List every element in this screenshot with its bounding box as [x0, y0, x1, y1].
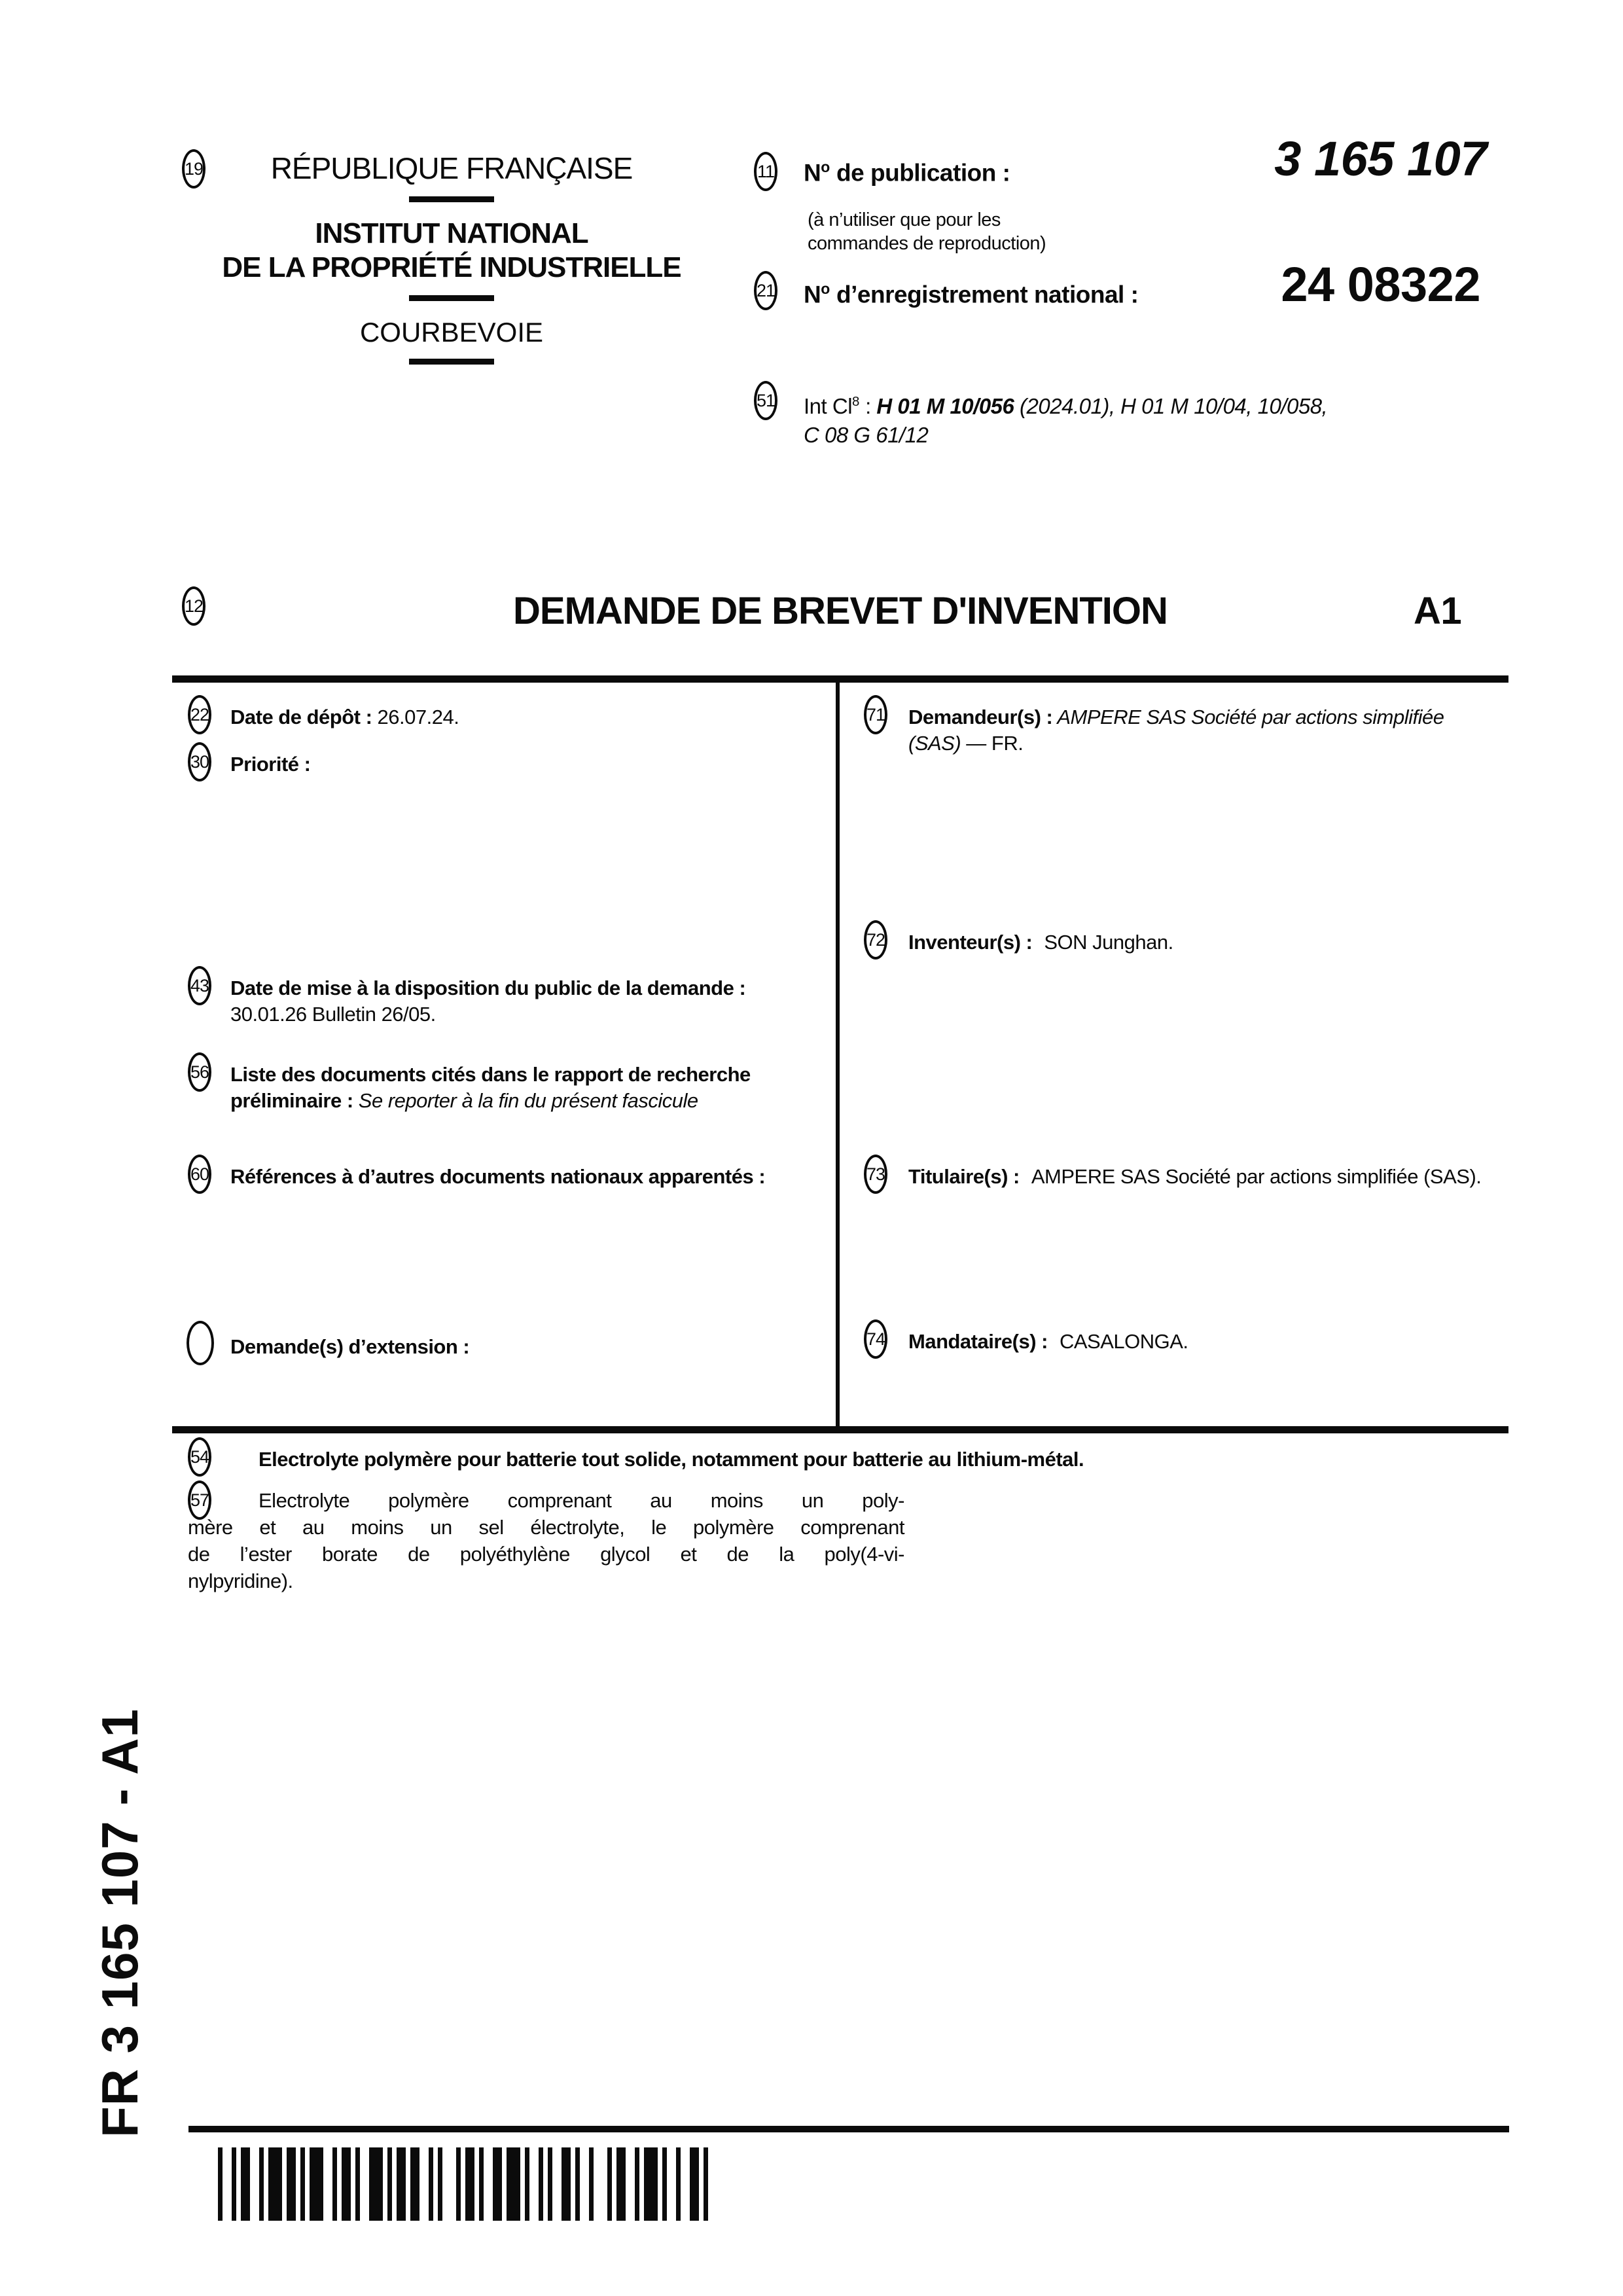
note-line1: (à n’utiliser que pour les — [808, 209, 1001, 230]
inid-circle-12: 12 — [182, 586, 205, 626]
barcode-bar — [456, 2147, 461, 2221]
barcode-space — [383, 2147, 387, 2221]
barcode-space — [529, 2147, 539, 2221]
kind-code: A1 — [1414, 590, 1462, 632]
inid-circle-30: 30 — [188, 742, 211, 781]
agent-row — [908, 1329, 1484, 1355]
barcode-space — [442, 2147, 456, 2221]
barcode-space — [626, 2147, 635, 2221]
intcl-sup: 8 — [852, 394, 860, 409]
barcode-bar — [575, 2147, 580, 2221]
barcode-bar — [525, 2147, 529, 2221]
barcode-bar — [287, 2147, 296, 2221]
barcode-bar — [465, 2147, 474, 2221]
barcode-bar — [607, 2147, 612, 2221]
barcode-space — [360, 2147, 369, 2221]
barcode-bar — [300, 2147, 305, 2221]
extension-label: Demande(s) d’extension : — [230, 1335, 470, 1358]
institute-line2: DE LA PROPRIÉTÉ INDUSTRIELLE — [222, 251, 681, 283]
inid-circle-54: 54 — [188, 1437, 211, 1477]
barcode-space — [552, 2147, 562, 2221]
barcode-space — [223, 2147, 232, 2221]
priority-label: Priorité : — [230, 753, 311, 776]
barcode-space — [667, 2147, 676, 2221]
related-documents-label: Références à d’autres documents nationaux apparentés : — [230, 1165, 766, 1188]
applicant-label: Demandeur(s) : — [908, 706, 1053, 728]
barcode-space — [264, 2147, 268, 2221]
abstract-text: Electrolyte polymère comprenant au moins un poly- mère et au moins un sel électrolyte, le polymère comprenant de l’ester borate de polyéthylène glycol et de la poly(4-vi- nylpyridine). — [188, 1489, 904, 1592]
barcode-bar — [387, 2147, 392, 2221]
cited-documents-value: Se reporter à la fin du présent fascicule — [353, 1089, 698, 1112]
public-availability-label: Date de mise à la disposition du public de la demande : — [230, 977, 746, 999]
table-top-rule — [172, 675, 1508, 683]
no-sup: o — [821, 280, 830, 297]
inid-circle-22: 22 — [188, 695, 211, 734]
inid-circle-43: 43 — [188, 966, 211, 1005]
divider — [409, 295, 494, 301]
republic-title: RÉPUBLIQUE FRANÇAISE — [270, 151, 633, 185]
table-bottom-rule — [172, 1426, 1508, 1433]
barcode-space — [433, 2147, 438, 2221]
holder-label: Titulaire(s) : — [908, 1165, 1020, 1188]
barcode-space — [282, 2147, 287, 2221]
barcode-space — [337, 2147, 342, 2221]
barcode-space — [543, 2147, 548, 2221]
barcode-space — [594, 2147, 607, 2221]
filing-date-value: 26.07.24. — [372, 706, 459, 728]
inid-circle-60: 60 — [188, 1155, 211, 1194]
barcode-bar — [218, 2147, 223, 2221]
intcl-other-classes: (2024.01), H 01 M 10/04, 10/058, — [1014, 394, 1328, 418]
publication-note — [808, 208, 1046, 255]
inid-circle-56: 56 — [188, 1052, 211, 1092]
barcode-bar — [676, 2147, 681, 2221]
filing-date-label: Date de dépôt : — [230, 706, 372, 728]
barcode-bar — [397, 2147, 406, 2221]
barcode-bar — [410, 2147, 419, 2221]
sidebar-document-id: FR 3 165 107 - A1 — [91, 1708, 149, 2138]
applicant-country: — FR. — [961, 732, 1024, 755]
barcode-space — [392, 2147, 397, 2221]
extension-row — [230, 1334, 816, 1360]
cited-documents-row — [230, 1062, 816, 1114]
priority-row — [230, 751, 816, 778]
applicant-value: AMPERE SAS Société par actions simplifiée (SAS) — [908, 706, 1444, 755]
barcode-bar — [635, 2147, 639, 2221]
cited-documents-label: Liste des documents cités dans le rapport de recherche préliminaire : — [230, 1063, 751, 1112]
extension-empty-circle — [187, 1321, 214, 1365]
invention-title: Electrolyte polymère pour batterie tout solide, notamment pour batterie au lithium-métal. — [259, 1448, 1084, 1471]
barcode-space — [305, 2147, 310, 2221]
authority-city: COURBEVOIE — [359, 317, 544, 348]
int-classification — [804, 387, 1504, 450]
barcode-space — [580, 2147, 589, 2221]
barcode-space — [571, 2147, 575, 2221]
inid-circle-57: 57 — [188, 1480, 211, 1520]
document-type-title: DEMANDE DE BREVET D'INVENTION — [513, 590, 1168, 632]
holder-value: AMPERE SAS Société par actions simplifiée (SAS). — [1031, 1165, 1482, 1188]
inid-circle-72: 72 — [864, 920, 887, 960]
barcode — [218, 2147, 708, 2221]
barcode-bar — [332, 2147, 337, 2221]
table-center-divider — [836, 675, 840, 1431]
barcode-space — [520, 2147, 525, 2221]
barcode-bar — [259, 2147, 264, 2221]
intcl-prefix: Int Cl — [804, 394, 853, 418]
barcode-bar — [690, 2147, 699, 2221]
barcode-space — [461, 2147, 465, 2221]
barcode-space — [658, 2147, 662, 2221]
issuing-authority-block — [216, 151, 687, 365]
holder-row — [908, 1164, 1484, 1190]
agent-value: CASALONGA. — [1059, 1330, 1188, 1353]
barcode-space — [612, 2147, 616, 2221]
publication-number-value: 3 165 107 — [1274, 132, 1487, 186]
barcode-space — [296, 2147, 300, 2221]
agent-label: Mandataire(s) : — [908, 1330, 1048, 1353]
barcode-space — [351, 2147, 355, 2221]
barcode-bar — [268, 2147, 282, 2221]
barcode-bar — [369, 2147, 383, 2221]
barcode-bar — [539, 2147, 543, 2221]
inid-circle-19: 19 — [182, 149, 205, 188]
barcode-space — [484, 2147, 493, 2221]
footer-rule — [188, 2126, 1509, 2132]
barcode-space — [250, 2147, 259, 2221]
related-documents-row — [230, 1164, 816, 1190]
public-availability-value: 30.01.26 Bulletin 26/05. — [230, 1003, 436, 1026]
barcode-bar — [438, 2147, 442, 2221]
barcode-bar — [644, 2147, 658, 2221]
inid-circle-74: 74 — [864, 1319, 887, 1359]
inid-circle-11: 11 — [754, 152, 777, 191]
filing-date-row — [230, 704, 816, 730]
barcode-bar — [704, 2147, 708, 2221]
barcode-bar — [589, 2147, 594, 2221]
barcode-space — [323, 2147, 332, 2221]
barcode-bar — [232, 2147, 236, 2221]
intcl-main-class: H 01 M 10/056 — [876, 394, 1014, 418]
barcode-bar — [562, 2147, 571, 2221]
barcode-bar — [429, 2147, 433, 2221]
barcode-bar — [507, 2147, 520, 2221]
barcode-bar — [616, 2147, 626, 2221]
note-line2: commandes de reproduction) — [808, 233, 1046, 254]
barcode-space — [419, 2147, 429, 2221]
intcl-colon: : — [859, 394, 877, 418]
barcode-space — [406, 2147, 410, 2221]
inventor-label: Inventeur(s) : — [908, 931, 1033, 954]
barcode-bar — [662, 2147, 667, 2221]
inid-circle-51: 51 — [754, 381, 777, 420]
barcode-bar — [479, 2147, 484, 2221]
inid-circle-73: 73 — [864, 1155, 887, 1194]
barcode-space — [474, 2147, 479, 2221]
publication-number-label — [804, 158, 1010, 187]
no-sup: o — [821, 158, 830, 175]
publication-label-text: de publication : — [830, 159, 1010, 187]
barcode-space — [639, 2147, 644, 2221]
inventor-value: SON Junghan. — [1044, 931, 1173, 954]
registration-label-text: d’enregistrement national : — [830, 281, 1139, 308]
intcl-class-line2: C 08 G 61/12 — [804, 423, 929, 447]
barcode-space — [502, 2147, 507, 2221]
barcode-space — [681, 2147, 690, 2221]
barcode-bar — [241, 2147, 250, 2221]
barcode-bar — [342, 2147, 351, 2221]
no-abbrev: N — [804, 281, 821, 308]
no-abbrev: N — [804, 159, 821, 187]
applicant-row — [908, 704, 1484, 757]
barcode-bar — [310, 2147, 323, 2221]
institute-line1: INSTITUT NATIONAL — [315, 217, 588, 249]
divider — [409, 196, 494, 202]
public-availability-row — [230, 975, 816, 1028]
barcode-bar — [355, 2147, 360, 2221]
barcode-space — [699, 2147, 704, 2221]
barcode-bar — [493, 2147, 502, 2221]
institute-name — [216, 217, 687, 285]
inventor-row — [908, 929, 1484, 956]
registration-number-value: 24 08322 — [1281, 257, 1480, 312]
divider — [409, 359, 494, 365]
barcode-space — [236, 2147, 241, 2221]
inid-circle-71: 71 — [864, 695, 887, 734]
barcode-bar — [548, 2147, 552, 2221]
inid-circle-21: 21 — [754, 271, 777, 310]
